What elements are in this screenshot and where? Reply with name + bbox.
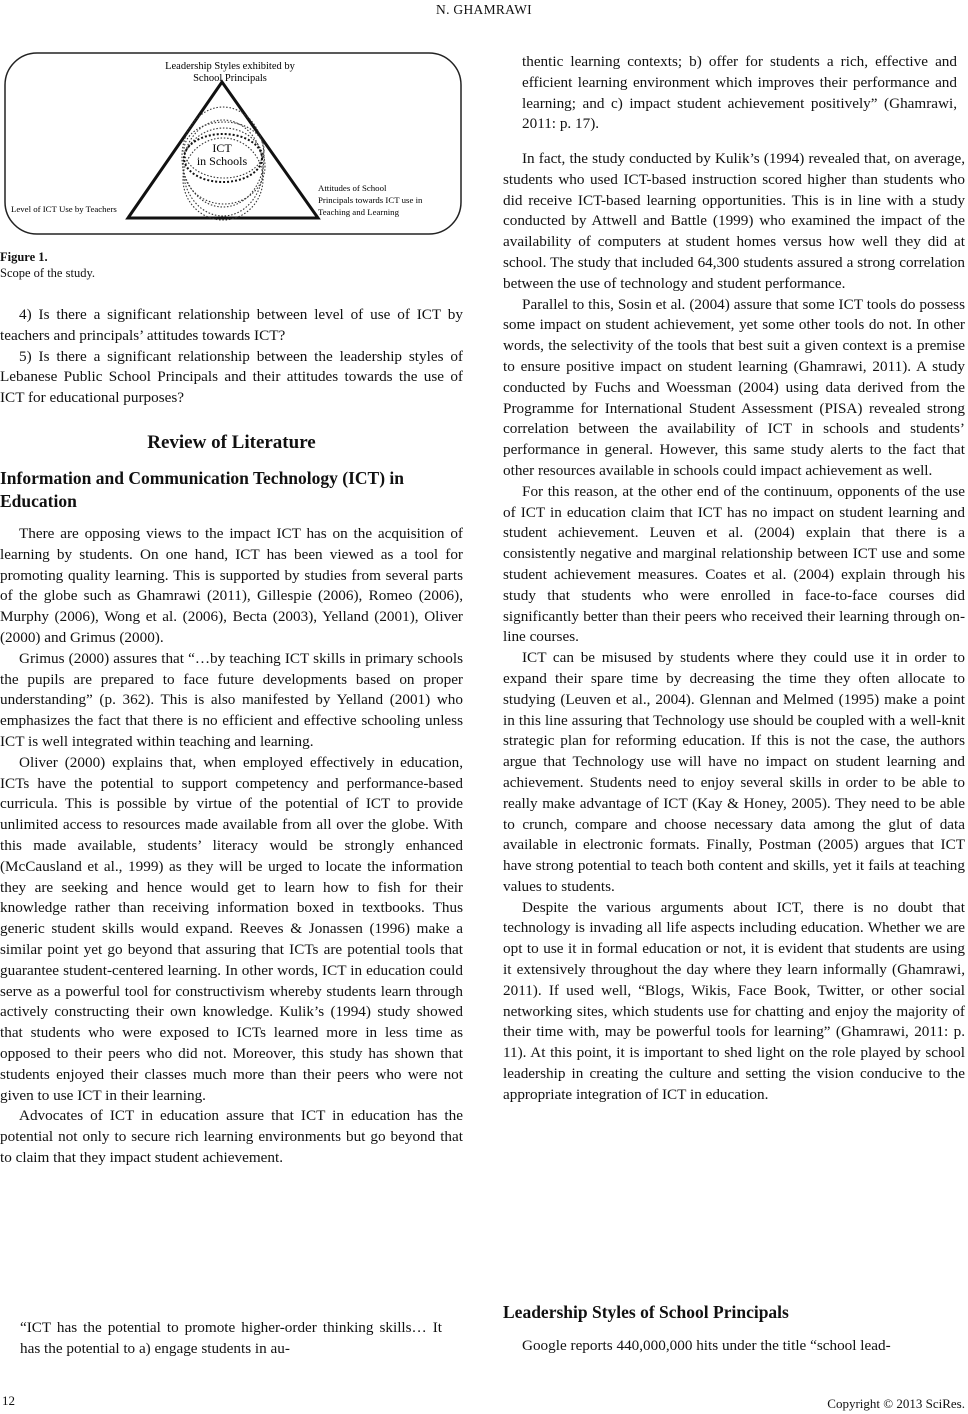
paragraph: Grimus (2000) assures that “…by teaching ICT skills in primary schools the pupils are prepared to face future developments based on proper understanding” (p. 362). This is also manifested by Yelland (2001) who emphasizes the fact that there is no efficient and effective schooling unless ICT is well integrated within teaching and learning. [0, 649, 463, 750]
figure-right-label-2: Principals towards ICT use in [318, 195, 423, 205]
question-5: 5) Is there a significant relationship between the leadership styles of Lebanese Public School Principals and their attitudes towards the use of ICT for educational purposes? [0, 347, 463, 407]
running-head: N. GHAMRAWI [436, 2, 532, 17]
figure-caption-label: Figure 1. [0, 250, 48, 264]
right-column-body [503, 149, 965, 1106]
subsection-heading-ict-in-education: Information and Communication Technology (ICT) in Education [0, 468, 405, 511]
section-heading-review-of-literature: Review of Literature [147, 432, 316, 453]
figure-center-label-2: in Schools [196, 154, 248, 168]
page-number: 12 [2, 1393, 15, 1408]
block-quote-start: “ICT has the potential to promote higher-order thinking skills… It has the potential to a) engage students in au- [20, 1319, 442, 1357]
paragraph: ICT can be misused by students where they could use it in order to expand their spare time by decreasing the time they often allocate to studying (Leuven et al., 2004). Glennan and Melmed (1995) make a point in this line assuring that Technology use should be coupled with a well-knit strategic plan for reforming education. If this is not the case, the authors argue that Technology use will have no impact on student learning and achievement. Students need to enjoy several skills in order to be able to really make advantage of ICT (Kay & Honey, 2005). They need to be able to crunch, compare and choose necessary data among the glut of data available in electronic formats. Finally, Postman (2005) argues that ICT have strong potential to teach both content and skills, yet it fails at teaching values to students. [503, 649, 965, 895]
figure-1-diagram [4, 52, 462, 236]
figure-center-label-1: ICT [212, 141, 232, 155]
paragraph: There are opposing views to the impact ICT has on the acquisition of learning by students. On one hand, ICT has been viewed as a tool for promoting quality learning. This is supported by studies from several parts of the globe such as Ghamrawi (2011), Gillespie (2006), Romeo (2006), Murphy (2006), Wong et al. (2006), Becta (2003), Yelland (2001), Oliver (2000) and Grimus (2000). [0, 525, 463, 646]
paragraph: Despite the various arguments about ICT, there is no doubt that technology is invading all life aspects including education. Whether we are opt to use it in formal education or not, it is evident that students are using it extensively throughout the day where they learn informally (Ghamrawi, 2011). If used well, “Blogs, Wikis, Face Book, Twitter, or other social networking sites, which students use for chatting and enjoy the majority of their time with, may be powerful tools for learning” (Ghamrawi, 2011: p. 11). At this point, it is important to shed light on the role played by school leadership in creating the culture and setting the vision conducive to the appropriate integration of ICT in education. [503, 898, 965, 1103]
subsection-heading-leadership-styles: Leadership Styles of School Principals [503, 1302, 789, 1322]
block-quote-end: thentic learning contexts; b) offer for students a rich, effective and efficient learning environment which improves their performance and learning; and c) impact student achievement positively” (Ghamrawi, 2011: p. 17). [522, 53, 957, 133]
figure-caption-text: Scope of the study. [0, 266, 96, 280]
figure-top-label-1: Leadership Styles exhibited by [165, 61, 295, 72]
figure-right-label-3: Teaching and Learning [318, 207, 399, 217]
paragraph: Google reports 440,000,000 hits under the title “school lead- [522, 1337, 891, 1354]
ict-in-education-body [0, 524, 463, 1169]
paragraph: Oliver (2000) explains that, when employed effectively in education, ICTs have the potential to support competency and performance-based curricula. This is possible by virtue of the potential of ICT to provide unlimited access to resources made available from all over the globe. With this made available, students’ literacy would be strongly enhanced (McCausland et al., 1999) as they will be urged to locate the information they are seeking and hence would get to learn how to fish for their knowledge rather than receiving information boxed in textbooks. Thus generic student skills would expand. Reeves & Jonassen (1996) make a similar point yet go beyond that assuring that ICTs are potential tools that guarantee student-centered learning. In other words, ICT in education could serve as a powerful tool for constructivism whereby students learn through actively constructing their own knowledge. Kulik’s (1994) study showed that students who were exposed to ICTs learned more in less time as opposed to their peers who did not. Moreover, this study has shown that students enjoyed their classes much more than their peers who were not given to use ICT in their learning. [0, 753, 463, 1104]
paragraph: In fact, the study conducted by Kulik’s (1994) revealed that, on average, students who used ICT-based instruction scored higher than students who did receive ICT-based learning opportunities. This is in line with a study conducted by Attwell and Battle (1999) who examined the impact of the availability of computers at student homes versus how well they did at school. The study that included 64,300 students assured a strong correlation between the use of technology and student performance. [503, 150, 965, 292]
question-4: 4) Is there a significant relationship between level of use of ICT by teachers and principals’ attitudes towards ICT? [0, 306, 463, 344]
copyright-notice: Copyright © 2013 SciRes. [827, 1396, 965, 1411]
figure-right-label-1: Attitudes of School [318, 183, 387, 193]
paragraph: For this reason, at the other end of the continuum, opponents of the use of ICT in education claim that ICT has no impact on student learning and student achievement. Leuven et al. (2004) explain that there is a consistently negative and marginal relationship between ICT use and some student achievement measures. Coates et al. (2004) explain through his study that students who were enrolled in face-to-face courses did significantly better than their peers who received their learning through on-line courses. [503, 482, 965, 646]
paragraph: Parallel to this, Sosin et al. (2004) assure that some ICT tools do possess some impact on student achievement, yet some other tools do not. In other words, the selectivity of the tools that best suit a given context is a premise to ensure positive impact on student learning (Ghamrawi, 2011). A study conducted by Fuchs and Woessman (2004) using data derived from the Programme for International Student Assessment (PISA) revealed strong correlation between the availability of ICT in schools and students’ performance in general. However, this same study alerts to the fact that other resources available in schools could impact achievement as well. [503, 295, 965, 479]
figure-left-label: Level of ICT Use by Teachers [11, 204, 117, 214]
figure-top-label-2: School Principals [193, 73, 267, 84]
research-questions [0, 305, 463, 409]
paragraph: Advocates of ICT in education assure that ICT in education has the potential not only to secure rich learning environments but go beyond that to claim that they impact student achievement. [0, 1107, 463, 1166]
